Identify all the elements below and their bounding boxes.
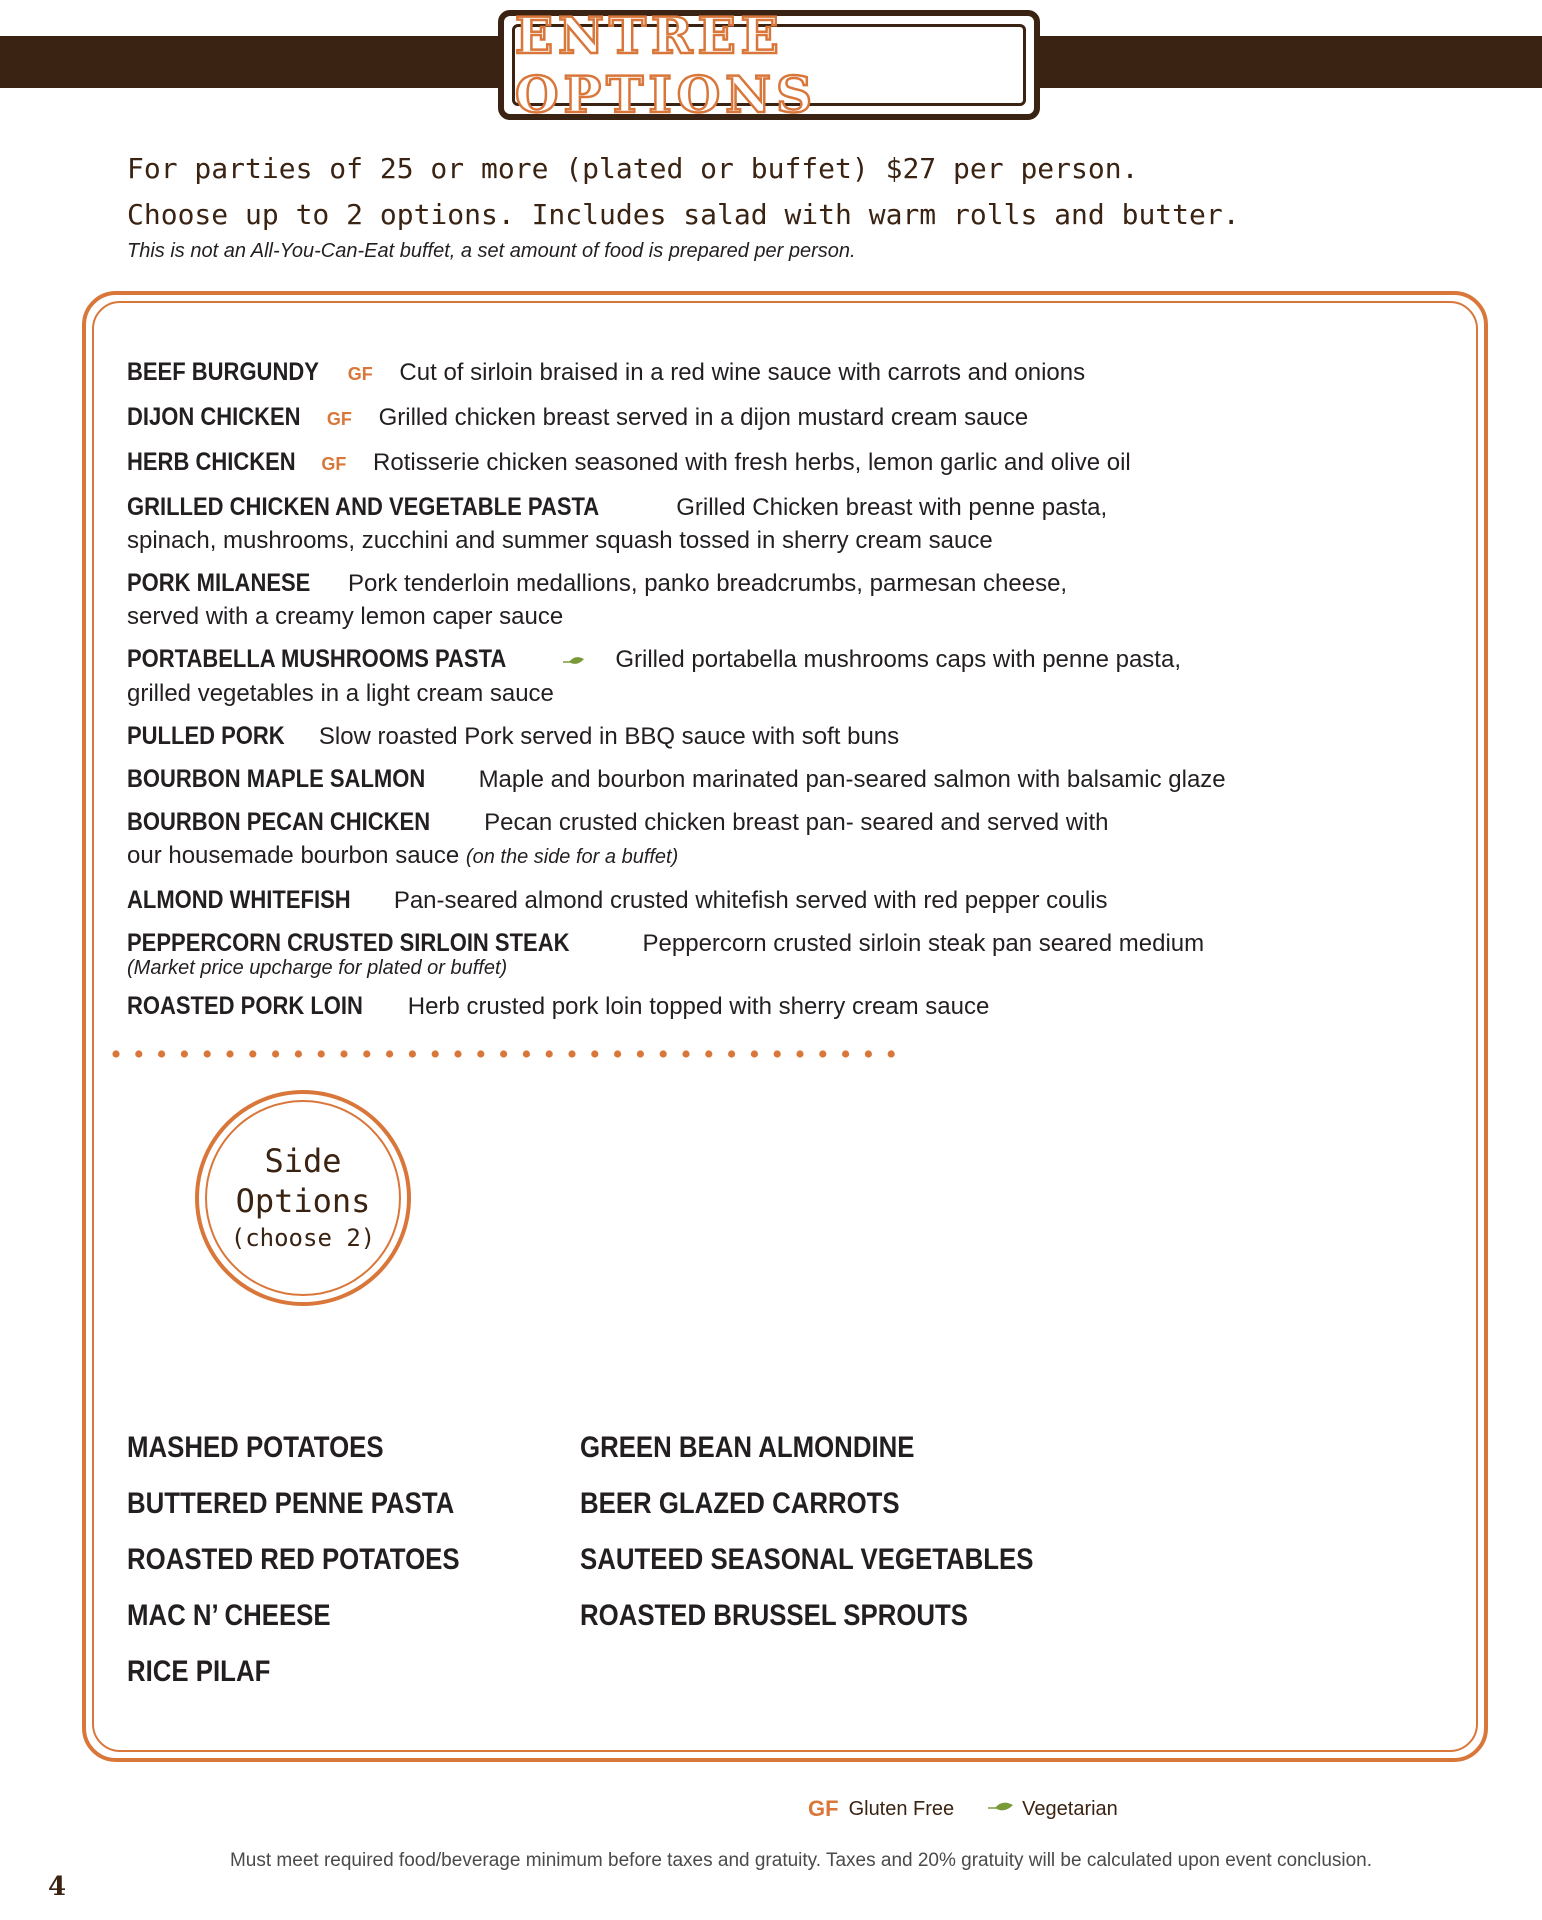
footer-note: Must meet required food/beverage minimum before taxes and gratuity. Taxes and 20% gratuity will be calculated upon event conclusion. bbox=[229, 1850, 1373, 1871]
divider-dot bbox=[226, 1050, 233, 1057]
side-item: RICE PILAF bbox=[127, 1655, 271, 1688]
divider-dot bbox=[660, 1050, 667, 1057]
divider-dot bbox=[614, 1050, 621, 1057]
entree-desc: Maple and bourbon marinated pan-seared salmon with balsamic glaze bbox=[478, 766, 1226, 794]
divider-dot bbox=[340, 1050, 347, 1057]
entree-item bbox=[127, 884, 1277, 917]
entree-item bbox=[127, 720, 1277, 753]
divider-dot bbox=[751, 1050, 758, 1057]
divider-dot bbox=[796, 1050, 803, 1057]
entree-desc: Pecan crusted chicken breast pan- seared and served with bbox=[484, 809, 1109, 837]
divider-dot bbox=[204, 1050, 211, 1057]
entree-name: PORK MILANESE bbox=[127, 569, 311, 597]
divider-dot bbox=[774, 1050, 781, 1057]
entree-desc: Cut of sirloin braised in a red wine sauce with carrots and onions bbox=[399, 359, 1086, 386]
divider-dot bbox=[386, 1050, 393, 1057]
entree-item bbox=[127, 927, 1277, 980]
entree-name: BOURBON MAPLE SALMON bbox=[127, 765, 426, 794]
side-item: BUTTERED PENNE PASTA bbox=[127, 1487, 455, 1520]
side-item: ROASTED RED POTATOES bbox=[127, 1543, 460, 1576]
title-box bbox=[498, 6, 1040, 124]
entree-name: PULLED PORK bbox=[127, 722, 285, 751]
side-badge-line-3: (choose 2) bbox=[230, 1224, 376, 1252]
entree-desc: Pan-seared almond crusted whitefish served with red pepper coulis bbox=[393, 887, 1108, 915]
divider-dot bbox=[500, 1050, 507, 1057]
side-item: SAUTEED SEASONAL VEGETABLES bbox=[580, 1543, 1034, 1576]
entree-note: (Market price upcharge for plated or buffet) bbox=[127, 957, 508, 980]
divider-dot bbox=[295, 1050, 302, 1057]
entree-name: GRILLED CHICKEN AND VEGETABLE PASTA bbox=[127, 493, 600, 521]
entree-desc-cont: grilled vegetables in a light cream sauce bbox=[127, 680, 554, 708]
entree-desc: Herb crusted pork loin topped with sherry cream sauce bbox=[407, 993, 990, 1021]
side-badge-line-1: Side bbox=[264, 1142, 342, 1180]
divider-dot bbox=[568, 1050, 575, 1057]
page-number: 4 bbox=[48, 1872, 67, 1902]
entree-name: HERB CHICKEN bbox=[127, 448, 296, 476]
divider-dot bbox=[546, 1050, 553, 1057]
entree-item bbox=[127, 567, 1277, 633]
divider-dot bbox=[523, 1050, 530, 1057]
entree-item bbox=[127, 401, 1277, 436]
divider-dot bbox=[888, 1050, 895, 1057]
side-item: GREEN BEAN ALMONDINE bbox=[580, 1431, 915, 1464]
divider-dot bbox=[409, 1050, 416, 1057]
entree-item bbox=[127, 763, 1277, 796]
gluten-free-tag: GF bbox=[347, 364, 373, 384]
intro bbox=[127, 146, 1240, 264]
entree-desc: Pork tenderloin medallions, panko breadcrumbs, parmesan cheese, bbox=[348, 570, 1068, 597]
entree-desc: Grilled portabella mushrooms caps with penne pasta, bbox=[615, 646, 1181, 673]
entree-desc-cont: served with a creamy lemon caper sauce bbox=[127, 603, 564, 630]
divider-dot bbox=[637, 1050, 644, 1057]
intro-note: This is not an All-You-Can-Eat buffet, a set amount of food is prepared per person. bbox=[127, 240, 856, 262]
divider-dot bbox=[181, 1050, 188, 1057]
legend bbox=[808, 1796, 1118, 1822]
entree-item bbox=[127, 356, 1277, 391]
divider-dot bbox=[432, 1050, 439, 1057]
entree-desc-cont: spinach, mushrooms, zucchini and summer squash tossed in sherry cream sauce bbox=[127, 527, 993, 554]
entree-desc: Rotisserie chicken seasoned with fresh herbs, lemon garlic and olive oil bbox=[373, 449, 1131, 476]
intro-line-1: For parties of 25 or more (plated or buffet) $27 per person. bbox=[127, 152, 1139, 185]
divider-dot bbox=[477, 1050, 484, 1057]
divider-dot bbox=[363, 1050, 370, 1057]
divider-dot bbox=[158, 1050, 165, 1057]
side-item: BEER GLAZED CARROTS bbox=[580, 1487, 900, 1520]
entree-list bbox=[127, 356, 1277, 1033]
side-item: MASHED POTATOES bbox=[127, 1431, 384, 1464]
divider-dot bbox=[318, 1050, 325, 1057]
entree-name: PORTABELLA MUSHROOMS PASTA bbox=[127, 645, 507, 673]
entree-note: (on the side for a buffet) bbox=[465, 846, 679, 869]
sides-right-column bbox=[580, 1420, 1107, 1644]
entree-item bbox=[127, 990, 1277, 1023]
entree-item bbox=[127, 643, 1277, 710]
divider-dot bbox=[135, 1050, 142, 1057]
entree-desc: Slow roasted Pork served in BBQ sauce with soft buns bbox=[318, 723, 900, 751]
legend-gf-label: Gluten Free bbox=[848, 1797, 955, 1820]
legend-veg-label: Vegetarian bbox=[1022, 1797, 1118, 1820]
divider-dot bbox=[728, 1050, 735, 1057]
gluten-free-tag: GF bbox=[321, 454, 347, 474]
entree-name: ROASTED PORK LOIN bbox=[127, 992, 363, 1021]
divider-dot bbox=[842, 1050, 849, 1057]
leaf-icon bbox=[563, 644, 585, 677]
entree-item bbox=[127, 446, 1277, 481]
divider-dot bbox=[865, 1050, 872, 1057]
divider-dot bbox=[272, 1050, 279, 1057]
divider-dot bbox=[112, 1050, 119, 1057]
side-item: ROASTED BRUSSEL SPROUTS bbox=[580, 1599, 969, 1632]
entree-desc: Grilled chicken breast served in a dijon mustard cream sauce bbox=[378, 404, 1029, 431]
divider-dot bbox=[705, 1050, 712, 1057]
entree-item bbox=[127, 806, 1277, 874]
divider-dot bbox=[682, 1050, 689, 1057]
legend-gf-tag: GF bbox=[808, 1796, 839, 1821]
side-item: MAC N’ CHEESE bbox=[127, 1599, 331, 1632]
entree-name: BEEF BURGUNDY bbox=[127, 358, 319, 386]
dotted-divider bbox=[110, 1048, 910, 1060]
leaf-icon bbox=[988, 1798, 1014, 1821]
entree-name: BOURBON PECAN CHICKEN bbox=[127, 808, 431, 837]
entree-name: ALMOND WHITEFISH bbox=[127, 886, 351, 915]
side-options-badge bbox=[195, 1090, 411, 1306]
entree-desc-cont: our housemade bourbon sauce bbox=[127, 842, 460, 870]
divider-dot bbox=[819, 1050, 826, 1057]
entree-name: PEPPERCORN CRUSTED SIRLOIN STEAK bbox=[127, 929, 570, 958]
entree-name: DIJON CHICKEN bbox=[127, 403, 301, 431]
intro-line-2: Choose up to 2 options. Includes salad with warm rolls and butter. bbox=[127, 198, 1240, 231]
sides-left-column bbox=[127, 1420, 514, 1700]
divider-dot bbox=[454, 1050, 461, 1057]
divider-dot bbox=[591, 1050, 598, 1057]
page-title: ENTREE OPTIONS bbox=[515, 6, 818, 124]
divider-dot bbox=[249, 1050, 256, 1057]
gluten-free-tag: GF bbox=[326, 409, 352, 429]
entree-desc: Peppercorn crusted sirloin steak pan seared medium bbox=[642, 930, 1205, 958]
entree-item bbox=[127, 491, 1277, 557]
entree-desc: Grilled Chicken breast with penne pasta, bbox=[676, 494, 1108, 521]
side-badge-line-2: Options bbox=[235, 1182, 371, 1220]
